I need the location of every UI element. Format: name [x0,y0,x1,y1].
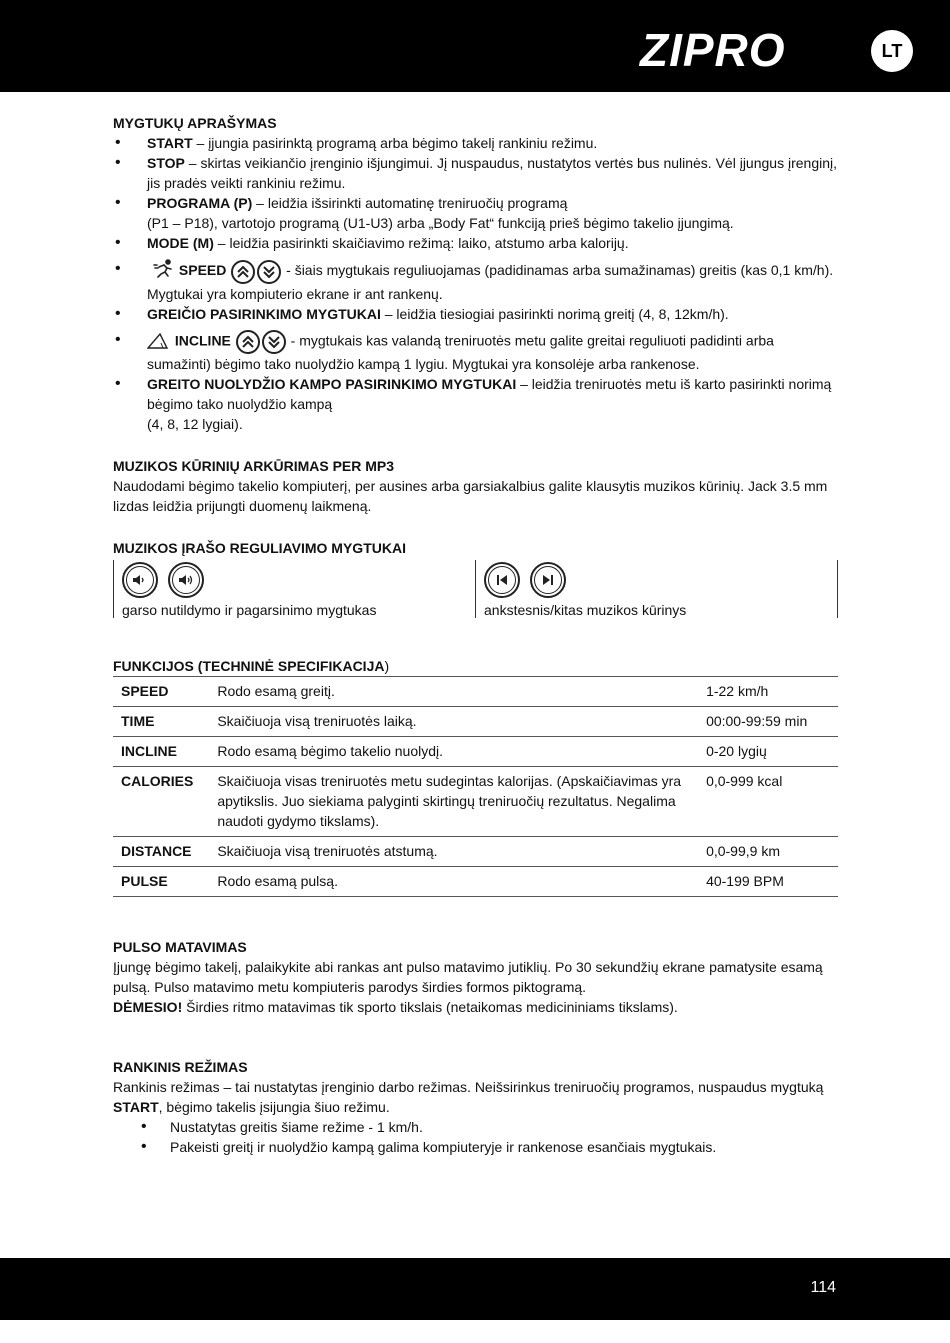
pulse-warning: DĖMESIO! Širdies ritmo matavimas tik sporto tikslais (netaikomas medicininiams tikslams). [113,999,678,1015]
page-content [113,113,838,1157]
volume-controls-cell [113,560,475,618]
list-item: • GREIČIO PASIRINKIMO MYGTUKAI – leidžia tiesiogiai pasirinkti norimą greitį (4, 8, 12km/h). [113,304,838,324]
incline-up-icon [236,330,260,354]
list-item: • STOP – skirtas veikiančio įrenginio išjungimui. Jį nuspaudus, nustatytos vertės bus nulinės. Vėl įjungus įrenginį, jis pradės veikti rankiniu režimu. [113,153,838,193]
footer-bar [0,1258,950,1320]
list-item: • INCLINE - mygtukais kas valandą treniruotės metu galite greitai reguliuoti padidinti arba sumažinti) bėgimo tako nuolydžio kampą 1 lygiu. Mygtukai yra konsolėje arba rankenose. [113,330,838,374]
speed-up-icon [231,260,255,284]
table-row: PULSE Rodo esamą pulsą. 40-199 BPM [113,867,838,897]
list-item: • Pakeisti greitį ir nuolydžio kampą galima kompiuteryje ir rankenose esančiais mygtukais. [113,1137,838,1157]
table-row: TIME Skaičiuoja visą treniruotės laiką. 00:00-99:59 min [113,707,838,737]
spec-section-title: FUNKCIJOS (TECHNINĖ SPECIFIKACIJA) [113,658,390,674]
table-row: SPEED Rodo esamą greitį. 1-22 km/h [113,677,838,707]
volume-controls-caption: garso nutildymo ir pagarsinimo mygtukas [122,602,377,618]
table-row: DISTANCE Skaičiuoja visą treniruotės atstumą. 0,0-99,9 km [113,837,838,867]
list-item: • GREITO NUOLYDŽIO KAMPO PASIRINKIMO MYGTUKAI – leidžia treniruotės metu iš karto pasirinkti norimą bėgimo tako nuolydžio kampą (4, 8, 12 lygiai). [113,374,838,434]
incline-icon [147,331,169,354]
buttons-list [113,133,838,434]
pulse-section-title: PULSO MATAVIMAS [113,939,247,955]
previous-track-icon [484,562,520,598]
spec-table [113,676,838,897]
page-number: 114 [810,1279,836,1296]
track-controls-cell [475,560,838,618]
running-man-icon [153,259,175,284]
list-item: • START – įjungia pasirinktą programą arba bėgimo takelį rankiniu režimu. [113,133,838,153]
volume-up-button-icon [168,562,204,598]
list-item: • SPEED - šiais mygtukais reguliuojamas (padidinamas arba sumažinamas) greitis (kas 0,1 km/h). Mygtukai yra kompiuterio ekrane ir ant rankenų. [113,259,838,304]
manual-bullets [113,1117,838,1157]
mp3-section-title: MUZIKOS KŪRINIŲ ARKŪRIMAS PER MP3 [113,458,395,474]
table-row: INCLINE Rodo esamą bėgimo takelio nuolydį. 0-20 lygių [113,737,838,767]
list-item: • MODE (M) – leidžia pasirinkti skaičiavimo režimą: laiko, atstumo arba kalorijų. [113,233,838,253]
music-controls-title: MUZIKOS ĮRAŠO REGULIAVIMO MYGTUKAI [113,540,406,556]
music-controls-panel [113,560,838,618]
list-item: • Nustatytas greitis šiame režime - 1 km/h. [113,1117,838,1137]
language-badge: LT [871,30,913,72]
pulse-section-body: Įjungę bėgimo takelį, palaikykite abi rankas ant pulso matavimo jutiklių. Po 30 sekundžių ekrane pamatysite esamą pulsą. Pulso matavimo metu kompiuteris parodys širdies formos piktogramą. [113,959,823,995]
mute-button-icon [122,562,158,598]
speed-down-icon [257,260,281,284]
manual-section-body: Rankinis režimas – tai nustatytas įrenginio darbo režimas. Neišsirinkus treniruočių programos, nuspaudus mygtuką START, bėgimo takelis įsijungia šiuo režimu. [113,1079,824,1115]
list-item: • PROGRAMA (P) – leidžia išsirinkti automatinę treniruočių programą (P1 – P18), vartotojo programą (U1-U3) arba „Body Fat“ funkciją prieš bėgimo takelio įjungimą. [113,193,838,233]
manual-section-title: RANKINIS REŽIMAS [113,1059,248,1075]
brand-logo: ZIPRO [640,24,786,76]
buttons-section-title: MYGTUKŲ APRAŠYMAS [113,115,277,131]
header-bar [0,0,950,92]
track-controls-caption: ankstesnis/kitas muzikos kūrinys [484,602,687,618]
table-row: CALORIES Skaičiuoja visas treniruotės metu sudegintas kalorijas. (Apskaičiavimas yra apytikslis. Juo siekiama palyginti skirtingų treniruočių rezultatus. Negalima naudoti gydymo tikslams). 0,0-999 kcal [113,767,838,837]
next-track-icon [530,562,566,598]
incline-down-icon [262,330,286,354]
mp3-section-body: Naudodami bėgimo takelio kompiuterį, per ausines arba garsiakalbius galite klausytis muzikos kūrinių. Jack 3.5 mm lizdas leidžia prijungti duomenų laikmeną. [113,478,828,514]
